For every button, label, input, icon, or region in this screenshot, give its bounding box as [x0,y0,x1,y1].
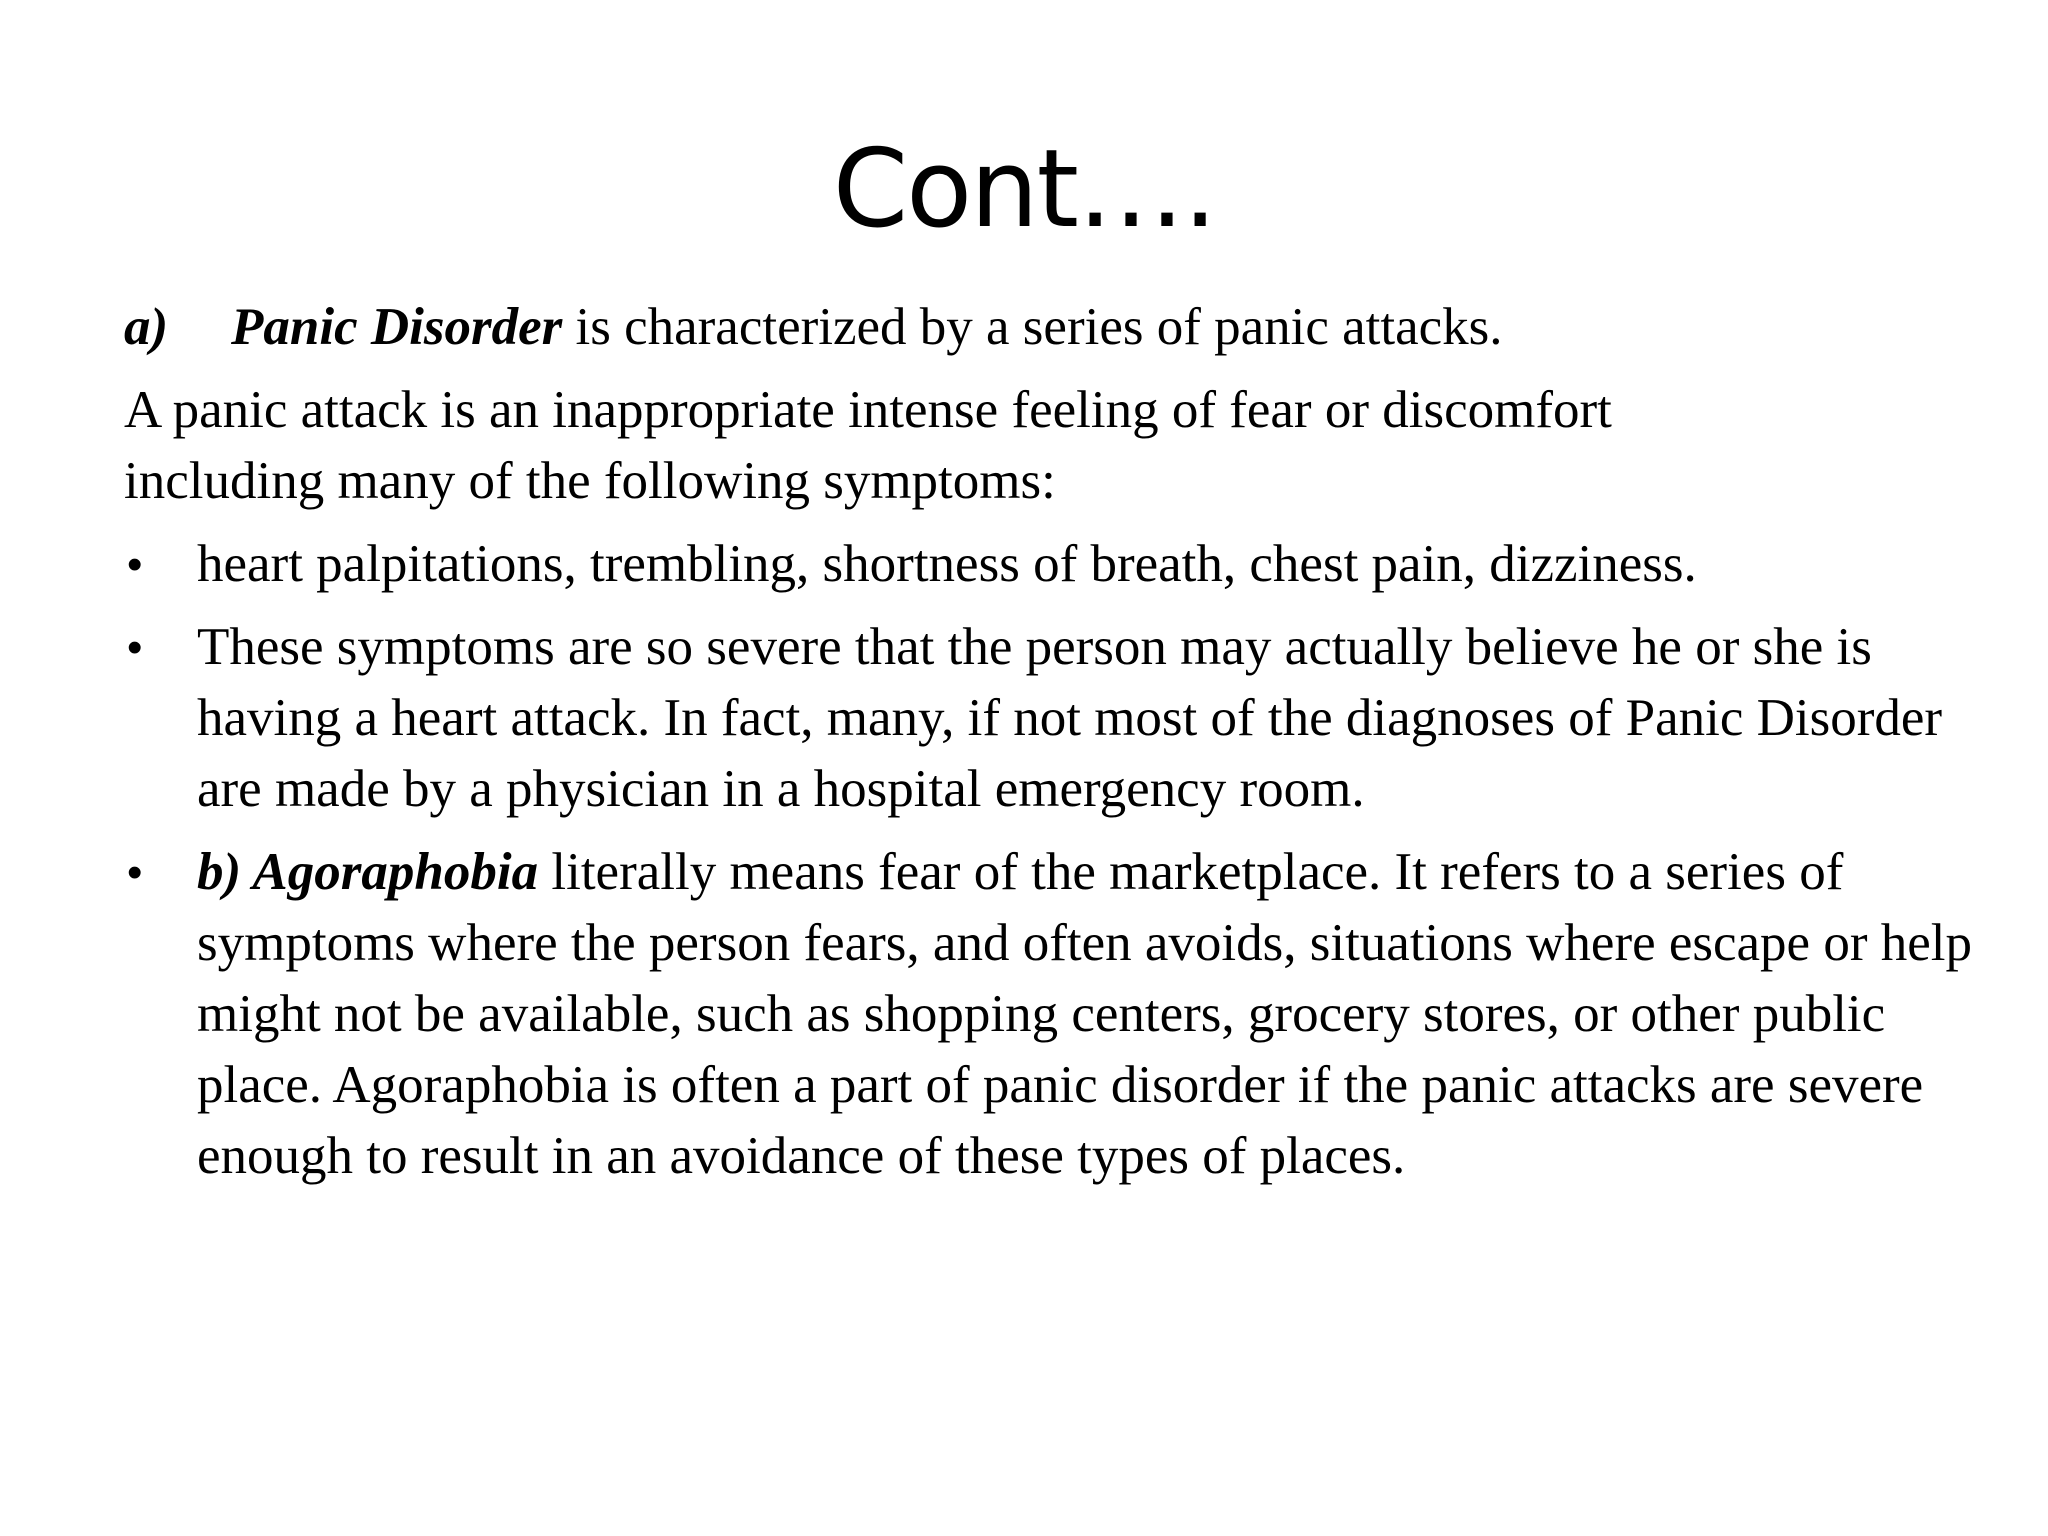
bullet-severity [124,612,1984,825]
bullet-icon: • [127,848,143,897]
bullet-agoraphobia [124,837,1984,1192]
bullet-text: These symptoms are so severe that the person may actually believe he or she is having a heart attack. In fact, many, if not most of the diagnoses of Panic Disorder are made by a physician in a hospital emergency room. [197,618,1943,818]
agoraphobia-term: b) Agoraphobia [197,843,539,901]
bullet-list [124,529,1984,1192]
intro-line-1: A panic attack is an inappropriate intense feeling of fear or discomfort [124,381,1612,439]
bullet-icon: • [127,540,143,589]
panic-disorder-term: Panic Disorder [231,298,563,356]
slide-title: Cont…. [832,127,1216,252]
panic-disorder-definition: is characterized by a series of panic attacks. [562,298,1503,356]
bullet-text: literally means fear of the marketplace. It refers to a series of symptoms where the person fears, and often avoids, situations where escape or help might not be available, such as shopping centers, grocery stores, or other public place. Agoraphobia is often a part of panic disorder if the panic attacks are severe enough to result in an avoidance of these types of places. [197,843,1972,1185]
bullet-text: heart palpitations, trembling, shortness of breath, chest pain, dizziness. [197,535,1697,593]
intro-line-2: including many of the following symptoms: [124,452,1056,510]
bullet-symptoms [124,529,1984,600]
panic-attack-intro [124,375,1984,517]
panic-disorder-heading [124,292,1984,363]
list-marker-a: a) [124,298,169,356]
slide-body [124,292,1984,1204]
bullet-icon: • [127,623,143,672]
